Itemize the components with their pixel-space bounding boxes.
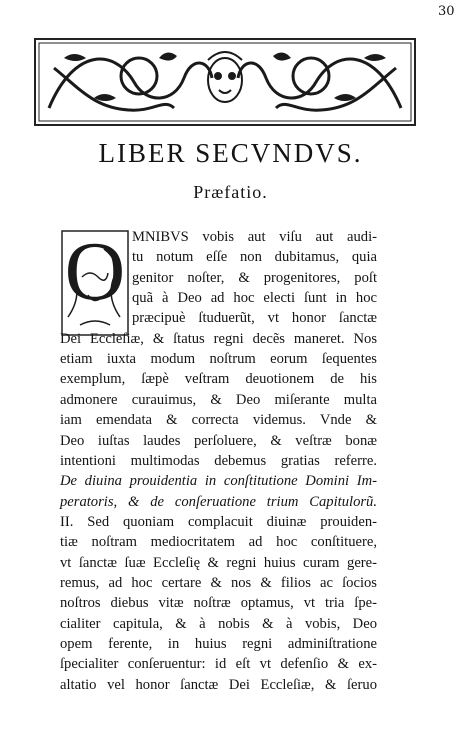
text-line: vt ſanctæ ſuæ Eccleſię & regni huius curam gere- [60, 554, 377, 571]
text-line: iam emendata & correcta videmus. Vnde & [60, 412, 377, 429]
text-line: ſpecialiter conſeruentur: id eſt vt defenſio & ex- [60, 656, 377, 673]
page-number: 30 [438, 4, 455, 19]
text-line: peratoris, & de conſeruatione trium Capitulorũ. [60, 493, 377, 510]
text-line: opem ferente, in huius regni adminiſtratione [60, 636, 377, 652]
decorated-initial [60, 217, 130, 337]
text-line: intentioni multimodas debemus gratias referre. [60, 452, 377, 469]
text-line: tu notum eſſe non dubitamus, quia [132, 249, 377, 266]
text-line: cialiter capitula, & à nobis & à vobis, Deo [60, 615, 377, 632]
text-line: etiam iuxta modum noſtrum eorum ſequentes [60, 351, 377, 368]
text-line: quã à Deo ad hoc electi ſunt in hoc [132, 290, 377, 307]
text-line: MNIBVS vobis aut viſu aut audi- [132, 229, 377, 245]
text-line: De diuina prouidentia in conſtitutione Domini Im- [60, 473, 377, 490]
text-line: altatio vel honor ſanctæ Dei Eccleſiæ, & ſeruo [60, 676, 377, 693]
text-line: tiæ noſtram mediocritatem ad hoc conſtituere, [60, 534, 377, 551]
text-line: genitor noſter, & progenitores, poſt [132, 269, 377, 286]
text-line: noſtros diebus vitæ noſtræ optamus, vt tria ſpe- [60, 595, 377, 612]
text-line: remus, ad hoc certare & nos & filios ac ſocios [60, 574, 377, 591]
text-line: II. Sed quoniam complacuit diuinæ prouiden- [60, 513, 377, 530]
text-line: Deo iuſtas laudes perſoluere, & veſtræ bonæ [60, 432, 377, 449]
text-line: admonere curauimus, & Deo miſerante multa [60, 391, 377, 408]
initial-letter: O [64, 225, 126, 318]
text-line: præcipuè ſtuduerũt, vt honor ſanctæ [132, 310, 377, 327]
book-title: LIBER SECVNDVS. [98, 138, 363, 168]
text-line: exemplum, ſæpè veſtram deuotionem de his [60, 371, 377, 388]
text-line: Dei Eccleſiæ, & ſtatus regni decẽs maneret. Nos [60, 330, 377, 347]
ornamental-headpiece [34, 38, 416, 126]
chapter-heading: Præfatio. [193, 182, 268, 202]
